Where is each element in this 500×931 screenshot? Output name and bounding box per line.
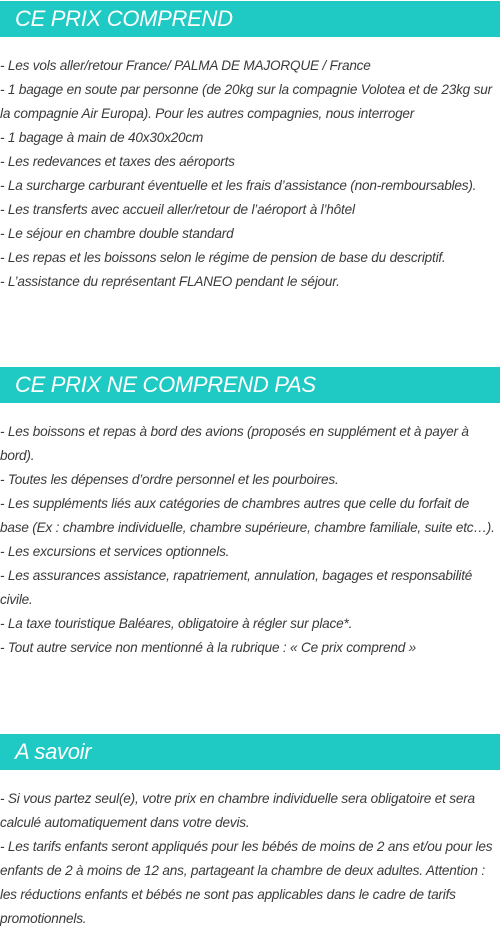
list-item: - Les transferts avec accueil aller/retour de l’aéroport à l’hôtel bbox=[0, 202, 355, 217]
included-list bbox=[0, 37, 500, 294]
list-item: - Toutes les dépenses d’ordre personnel et les pourboires. bbox=[0, 472, 339, 487]
not-included-list bbox=[0, 403, 500, 660]
list-item: - Tout autre service non mentionné à la rubrique : « Ce prix comprend » bbox=[0, 640, 417, 655]
list-item: - Les suppléments liés aux catégories de chambres autres que celle du forfait de base (Ex : chambre individuelle, chambre supérieure, chambre familiale, suite etc…). bbox=[0, 496, 495, 535]
list-item: - La taxe touristique Baléares, obligatoire à régler sur place*. bbox=[0, 616, 353, 631]
list-item: - Si vous partez seul(e), votre prix en chambre individuelle sera obligatoire et sera calculé automatiquement dans votre devis. bbox=[0, 791, 475, 830]
section-title-not-included: CE PRIX NE COMPREND PAS bbox=[0, 367, 500, 403]
section-title-included: CE PRIX COMPREND bbox=[0, 1, 500, 37]
section-not-included bbox=[0, 367, 500, 660]
list-item: - 1 bagage en soute par personne (de 20kg sur la compagnie Volotea et de 23kg sur la compagnie Air Europa). Pour les autres compagnies, nous interroger bbox=[0, 82, 492, 121]
good-to-know-list bbox=[0, 770, 500, 931]
section-good-to-know bbox=[0, 734, 500, 931]
section-title-good-to-know: A savoir bbox=[0, 734, 500, 770]
section-included bbox=[0, 1, 500, 294]
list-item: - L’assistance du représentant FLANEO pendant le séjour. bbox=[0, 274, 340, 289]
list-item: - Les assurances assistance, rapatriement, annulation, bagages et responsabilité civile. bbox=[0, 568, 473, 607]
list-item: - Les repas et les boissons selon le régime de pension de base du descriptif. bbox=[0, 250, 446, 265]
list-item: - Les redevances et taxes des aéroports bbox=[0, 154, 235, 169]
list-item: - 1 bagage à main de 40x30x20cm bbox=[0, 130, 204, 145]
list-item: - La surcharge carburant éventuelle et les frais d’assistance (non-remboursables). bbox=[0, 178, 477, 193]
list-item: - Les boissons et repas à bord des avions (proposés en supplément et à payer à bord). bbox=[0, 424, 469, 463]
list-item: - Les excursions et services optionnels. bbox=[0, 544, 230, 559]
list-item: - Les vols aller/retour France/ PALMA DE MAJORQUE / France bbox=[0, 58, 371, 73]
list-item: - Les tarifs enfants seront appliqués pour les bébés de moins de 2 ans et/ou pour les enfants de 2 à moins de 12 ans, partageant la chambre de deux adultes. Attention : les réductions enfants et bébés ne sont pas applicables dans le cadre de tarifs promotionnels. bbox=[0, 839, 493, 926]
list-item: - Le séjour en chambre double standard bbox=[0, 226, 234, 241]
